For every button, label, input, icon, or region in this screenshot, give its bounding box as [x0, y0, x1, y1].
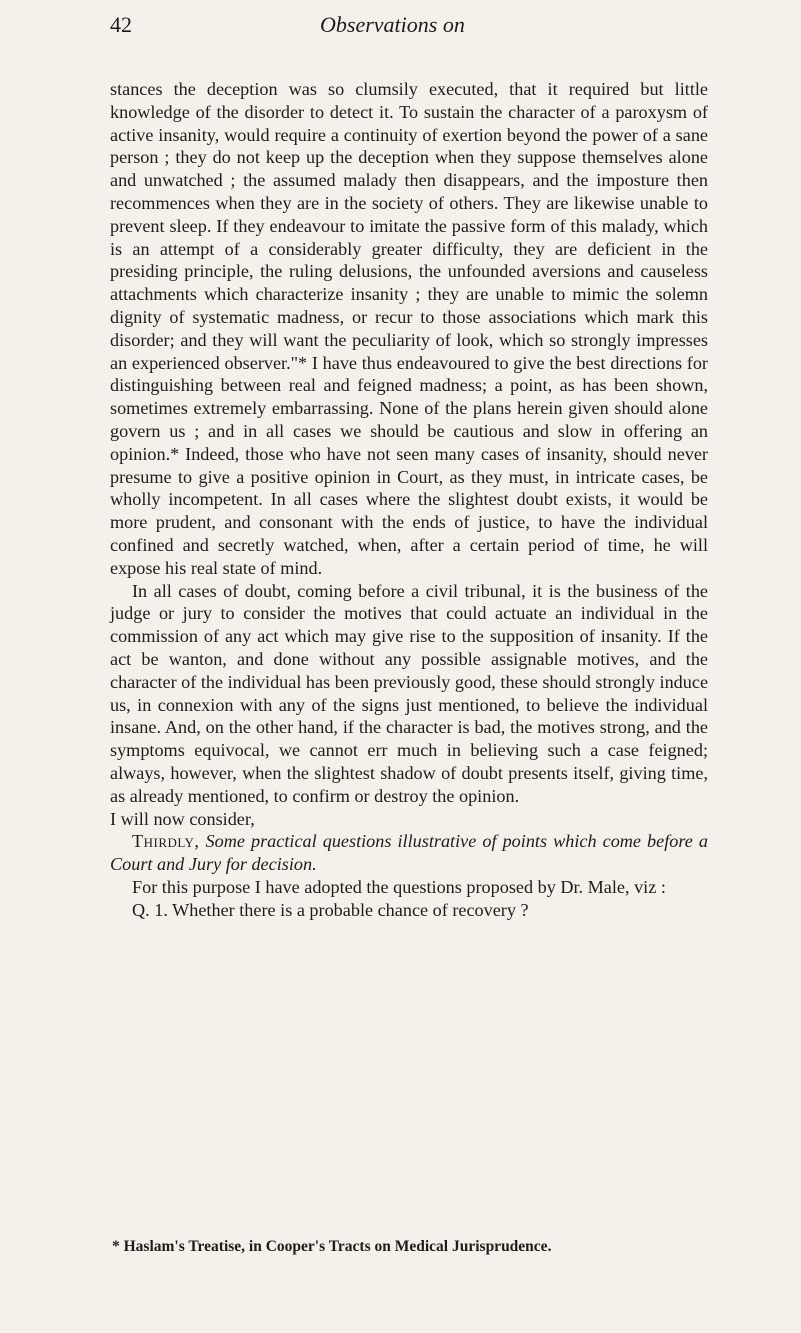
running-head: Observations on — [320, 12, 465, 37]
paragraph-continuation: stances the deception was so clumsily executed, that it required but little knowledge of the disorder to detect it. To sustain the character of a paroxysm of active insanity, would require a continuity of exertion beyond the power of a sane person ; they do not keep up the deception when they suppose themselves alone and unwatched ; the assumed malady then disappears, and the imposture then recommences when they are in the society of others. They are likewise unable to prevent sleep. If they endeavour to imitate the passive form of this malady, which is an attempt of a considerably greater difficulty, they are deficient in the presiding principle, the ruling delusions, the unfounded aversions and causeless attachments which characterize insanity ; they are unable to mimic the solemn dignity of systematic madness, or recur to those associations which mark this disorder; and they will want the peculiarity of look, which so strongly impresses an experienced observer."* I have thus endeavoured to give the best directions for distinguishing between real and feigned madness; a point, as has been shown, sometimes extremely embarrassing. None of the plans herein given should alone govern us ; and in all cases we should be cautious and slow in offering an opinion.* Indeed, those who have not seen many cases of insanity, should never presume to give a positive opinion in Court, as they must, in intricate cases, be wholly incompetent. In all cases where the slightest doubt exists, it would be more prudent, and consonant with the ends of justice, to have the individual confined and secretly watched, when, after a certain period of time, he will expose his real state of mind. — [110, 79, 708, 578]
section-thirdly — [110, 830, 708, 876]
page-number: 42 — [110, 12, 132, 37]
page-header — [110, 12, 710, 42]
footnote: * Haslam's Treatise, in Cooper's Tracts on Medical Jurisprudence. — [112, 1238, 552, 1255]
thirdly-heading: Some practical questions illustrative of points which come before a Court and Jury for decision. — [110, 831, 709, 875]
thirdly-label: Thirdly, — [132, 831, 200, 852]
paragraph-will-consider: I will now consider, — [110, 808, 255, 829]
paragraph-purpose: For this purpose I have adopted the questions proposed by Dr. Male, viz : — [132, 876, 666, 897]
question-1: Q. 1. Whether there is a probable chance of recovery ? — [132, 899, 529, 920]
paragraph-civil-tribunal: In all cases of doubt, coming before a civil tribunal, it is the business of the judge or jury to consider the motives that could actuate an individual in the commission of any act which may give rise to the supposition of insanity. If the act be wanton, and done without any possible assignable motives, and the character of the individual has been previously good, these should strongly induce us, in connexion with any of the signs just mentioned, to believe the individual insane. And, on the other hand, if the character is bad, the motives strong, and the symptoms equivocal, we cannot err much in believing such a case feigned; always, however, when the slightest shadow of doubt presents itself, giving time, as already mentioned, to confirm or destroy the opinion. — [110, 580, 709, 806]
body-text — [110, 78, 708, 921]
